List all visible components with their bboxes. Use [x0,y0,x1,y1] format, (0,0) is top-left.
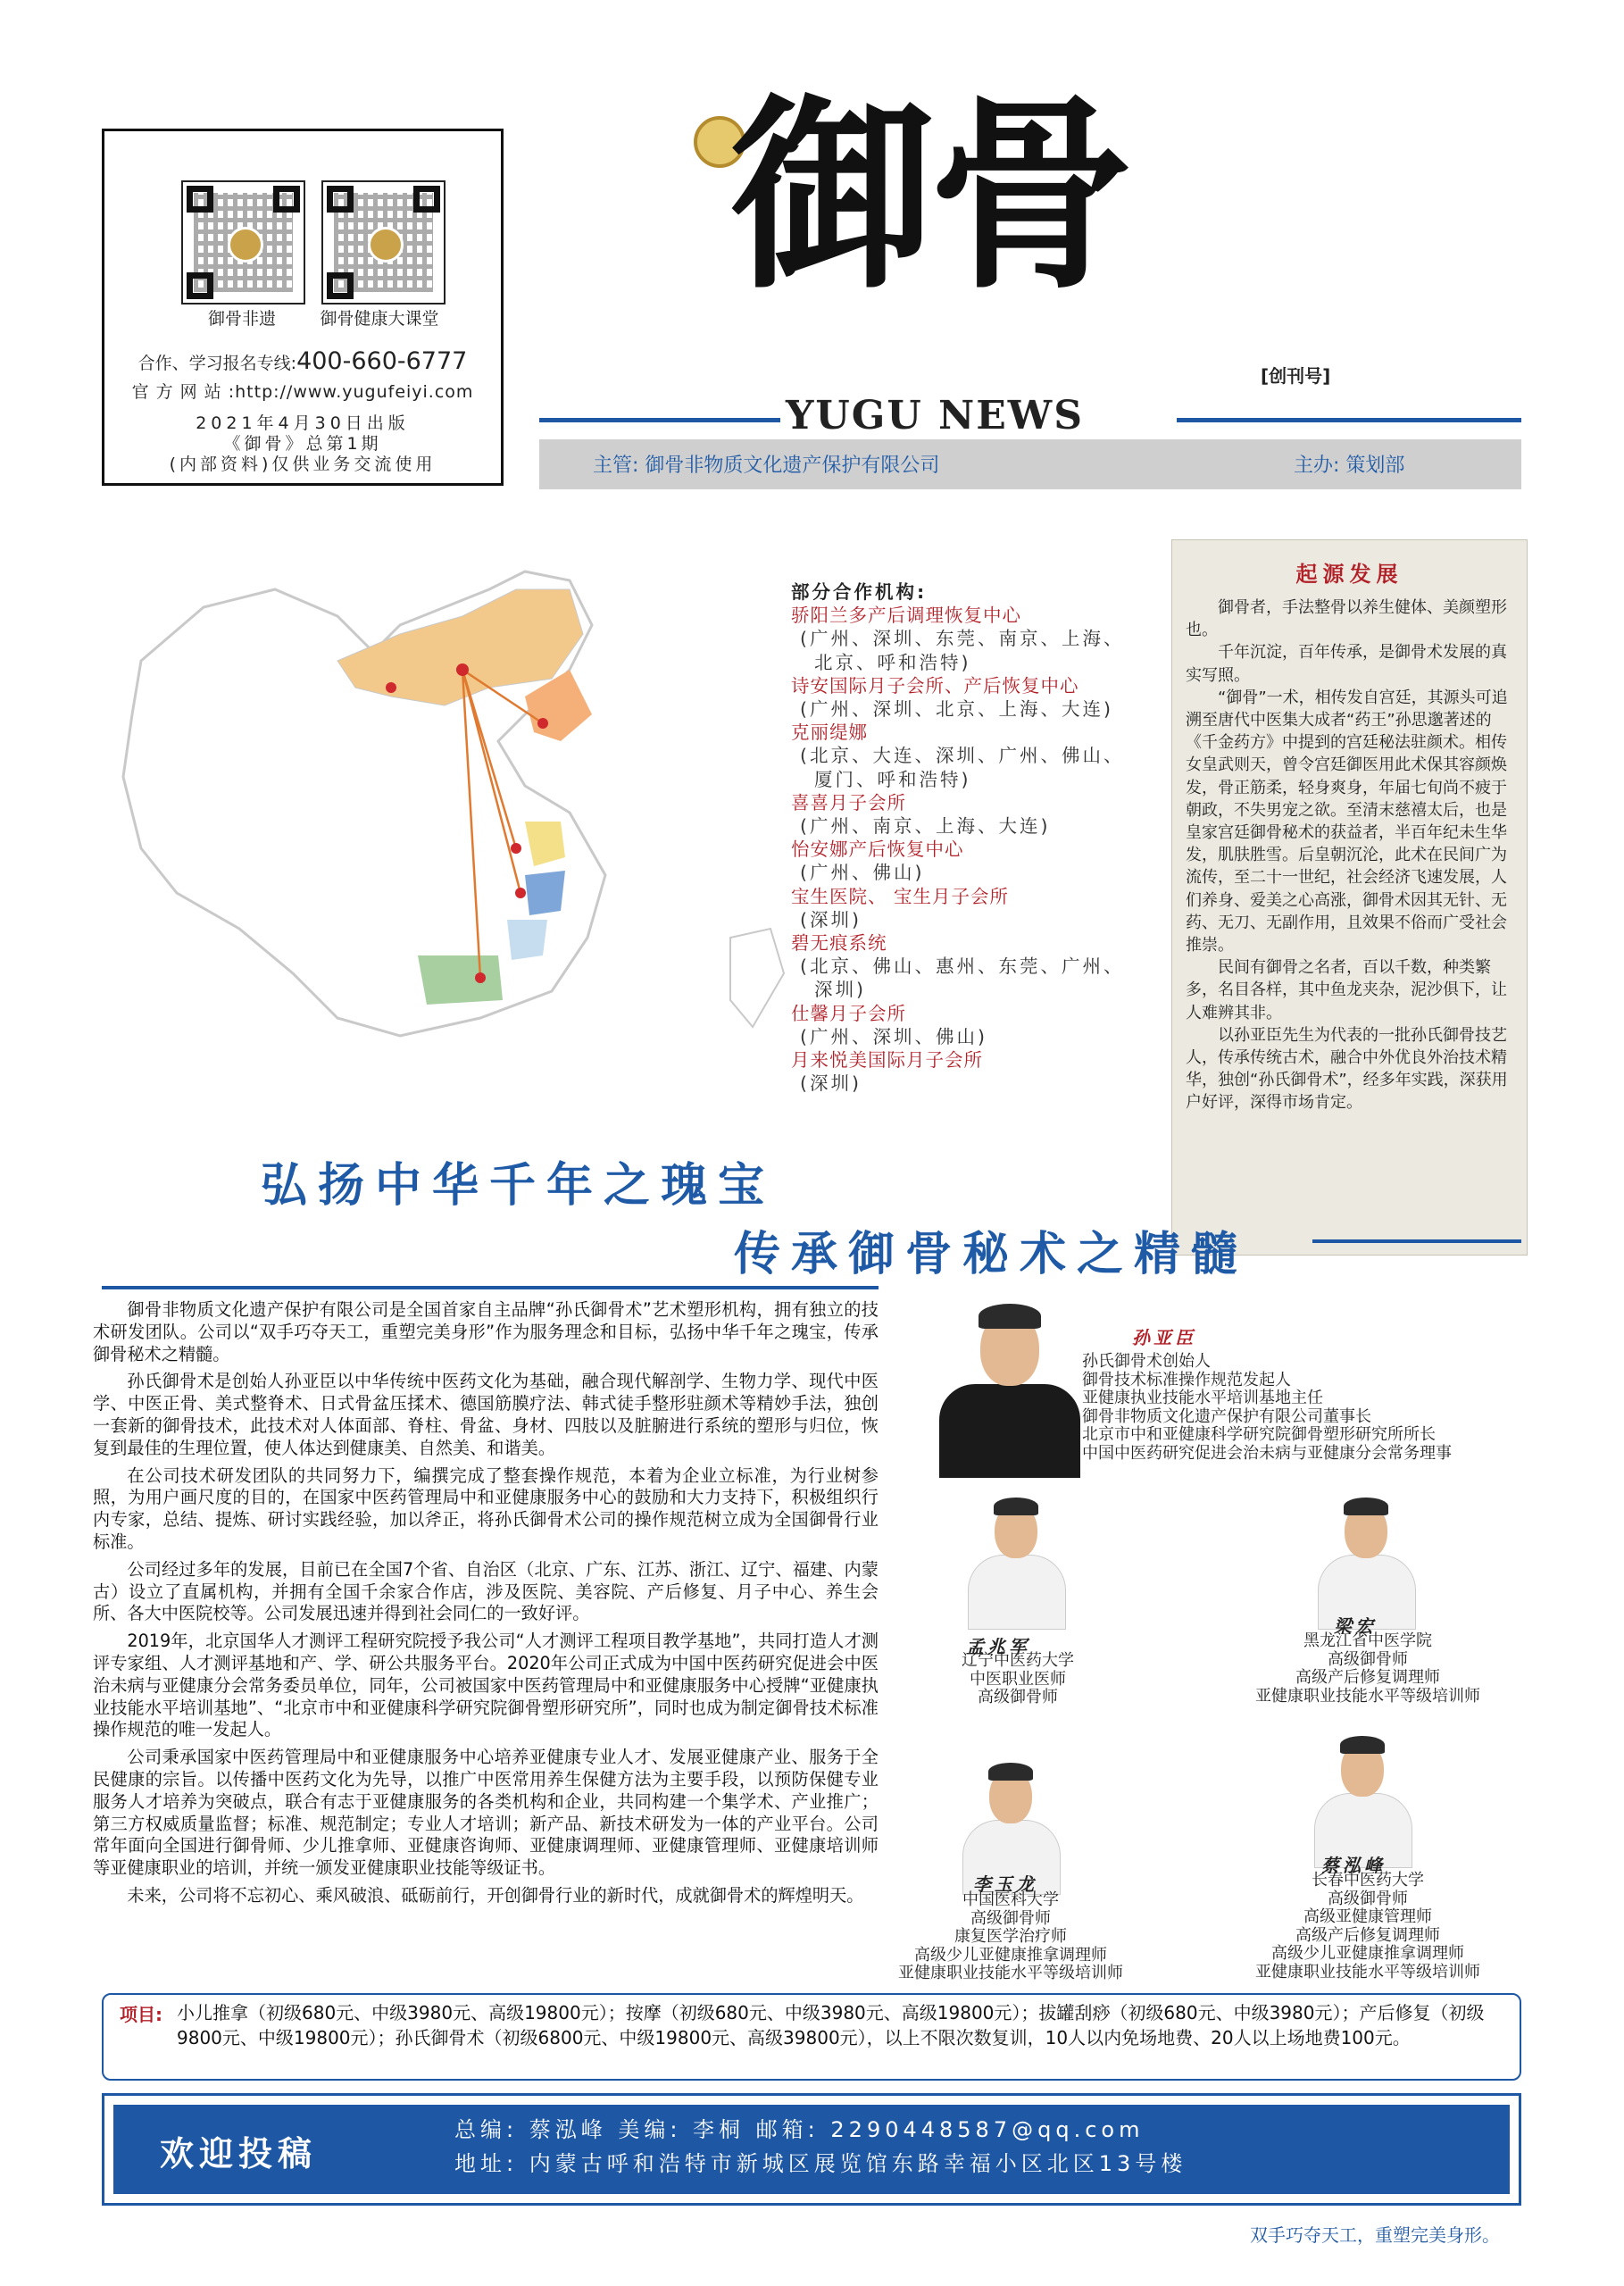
masthead-info-box [102,129,504,486]
projects-text: 小儿推拿（初级680元、中级3980元、高级19800元）；按摩（初级680元、中级3980元、高级19800元）；拔罐刮痧（初级680元、中级3980元）；产后修复（初级9800元、中级19800元）；孙氏御骨术（初级6800元、中级19800元、高级39800元），以上不限次数复训，10人以内免场地费、20人以上场地费100元。 [177,2002,1485,2048]
staff-name: 蔡泓峰 [1321,1855,1386,1876]
issue-number: 《御骨》总第1期 [223,434,382,454]
partner-item: 宝生医院、 宝生月子会所 (深圳) [791,885,1010,930]
motto: 双手巧夺天工，重塑完美身形。 [1250,2224,1500,2246]
website[interactable]: 官 方 网 站 :http://www.yugufeiyi.com [131,382,474,402]
qr1-label: 御骨非遗 [207,309,276,329]
slogan-line-1: 弘扬中华千年之瑰宝 [261,1158,776,1213]
slogan-rule-right [1312,1239,1521,1243]
publish-date: 2021年4月30日出版 [196,413,410,433]
logo-icon [368,227,404,263]
partner-item: 怡安娜产后恢复中心 (广州、佛山) [791,838,964,884]
article-body: 御骨非物质文化遗产保护有限公司是全国首家自主品牌“孙氏御骨术”艺术塑形机构，拥有独立的技术研发团队。公司以“双手巧夺天工，重塑完美身形”作为服务理念和目标，弘扬中华千年之瑰宝，传承御骨秘术之精髓。 孙氏御骨术是创始人孙亚臣以中华传统中医药文化为基础，融合现代解剖学、生物力学、现代中医学、中医正骨、美式整脊术、日式骨盆压揉术、德国筋膜疗法、韩式徒手整形驻颜术等精妙手法，独创一套新的御骨技术，此技术对人体面部、脊柱、骨盆、身材、四肢以及脏腑进行系统的塑形与归位，恢复到最佳的生理位置，使人体达到健康美、自然美、和谐美。 在公司技术研发团队的共同努力下，编撰完成了整套操作规范，本着为企业立标准，为行业树参照，为用户画尺度的目的，在国家中医药管理局中和亚健康服务中心的鼓励和大力支持下，积极组织行内专家，总结、提炼、研讨实践经验，加以斧正，将孙氏御骨术公司的操作规范树立成为全国御骨行业标准。 公司经过多年的发展，目前已在全国7个省、自治区（北京、广东、江苏、浙江、辽宁、福建、内蒙古）设立了直属机构，并拥有全国千余家合作店，涉及医院、美容院、产后修复、月子中心、养生会所、各大中医院校等。公司发展迅速并得到社会同仁的一致好评。 2019年，北京国华人才测评工程研究院授予我公司“人才测评工程项目教学基地”，共同打造人才测评专家组、人才测评基地和产、学、研公共服务平台。2020年公司正式成为中国中医药研究促进会中医治未病与亚健康分会常务委员单位，同年，公司被国家中医药管理局中和亚健康服务中心授牌“亚健康执业技能水平培训基地”、“北京市中和亚健康科学研究院御骨塑形研究所”，同时也成为制定御骨技术标准操作规范的唯一发起人。 公司秉承国家中医药管理局中和亚健康服务中心培养亚健康专业人才、发展亚健康产业、服务于全民健康的宗旨。以传播中医药文化为先导，以推广中医常用养生保健方法为主要手段，以预防保健专业服务人才培养为突破点，联合有志于亚健康服务的各类机构和企业，共同构建一个集学术、产业推广；第三方权威质量监督；标准、规范制定；专业人才培训；新产品、新技术研发为一体的产业平台。公司常年面向全国进行御骨师、少儿推拿师、亚健康咨询师、亚健康调理师、亚健康管理师、亚健康培训师等亚健康职业的培训，并统一颁发亚健康职业技能等级证书。 未来，公司将不忘初心、乘风破浪、砥砺前行，开创御骨行业的新时代，成就御骨术的辉煌明天。 [93,1299,879,1906]
hotline-number[interactable]: 400-660-6777 [296,347,468,375]
staff-photo [1312,1485,1420,1628]
map-pin [456,663,469,676]
qr-code-heritage[interactable] [181,180,305,305]
staff-titles: 辽宁中医药大学 中医职业医师 高级御骨师 [962,1651,1074,1707]
founder-photo [934,1286,1086,1478]
submission-footer [102,2093,1521,2206]
origin-text: 御骨者，手法整骨以养生健体、美颜塑形也。 千年沉淀，百年传承，是御骨术发展的真实写照。 “御骨”一术，相传发自宫廷，其源头可追溯至唐代中医集大成者“药王”孙思邈著述的《千金药方》中提到的宫廷秘法驻颜术。相传女皇武则天，曾令宫廷御医用此术保其容颜焕发，骨正筋柔，轻身爽身，年届七旬尚不疲于朝政，不失男宠之欲。至清末慈禧太后，也是皇家宫廷御骨秘术的获益者，半百年纪未生华发，肌肤胜雪。后皇朝沉沦，此术在民间广为流传，至二十一世纪，社会经济飞速发展，人们养身、爱美之心高涨，御骨术因其无针、无药、无刀、无副作用，且效果不俗而广受社会推崇。 民间有御骨之名者，百以千数，种类繁多，名目各样，其中鱼龙夹杂，泥沙俱下，让人难辨其非。 以孙亚臣先生为代表的一批孙氏御骨技艺人，传承传统古术，融合中外优良外治技术精华，独创“孙氏御骨术”，经多年实践，深获用户好评，深得市场肯定。 [1186,598,1508,1113]
english-title: YUGU NEWS [786,393,1084,438]
staff-name: 李玉龙 [973,1873,1037,1895]
staff-name: 梁宏 [1334,1615,1377,1637]
staff-photo [1309,1723,1416,1866]
map-pin [537,718,548,729]
staff-photo [962,1485,1070,1628]
title-rule-right [1177,418,1521,422]
projects-box [102,1993,1521,2081]
founder-titles: 孙氏御骨术创始人 御骨技术标准操作规范发起人 亚健康执业技能水平培训基地主任 御骨非物质文化遗产保护有限公司董事长 北京市中和亚健康科学研究院御骨塑形研究所所长 中国中医药研究促进会治未病与亚健康分会常务理事 [1082,1352,1452,1463]
editor-contact[interactable]: 总编: 蔡泓峰 美编: 李桐 邮箱: 2290448587@qq.com [454,2117,1145,2142]
map-pin [515,888,526,898]
publisher-banner [539,439,1521,489]
partner-item: 仕馨月子会所 (广州、深圳、佛山) [791,1002,987,1047]
map-pin [386,682,396,693]
staff-name: 孟兆军 [966,1636,1030,1657]
partner-heading: 部分合作机构: [791,581,928,603]
partner-item: 喜喜月子会所 (广州、南京、上海、大连) [791,791,1051,838]
origin-title: 起源发展 [1295,561,1403,587]
map-pin [511,843,521,854]
organizer: 主办: 策划部 [1294,455,1405,477]
partner-list [791,580,1170,1095]
partner-item: 克丽缇娜 (北京、大连、深圳、广州、佛山、 厦门、呼和浩特) [791,722,1125,790]
slogan-rule-left [102,1286,879,1289]
china-partner-map [105,554,793,1107]
logo-icon [228,227,263,263]
region-fujian [507,920,547,960]
region-guangdong [418,955,503,1005]
qr2-label: 御骨健康大课堂 [320,309,439,329]
origin-sidebar [1171,539,1528,1256]
welcome-submissions: 欢迎投稿 [160,2134,318,2173]
address: 地址: 内蒙古呼和浩特市新城区展览馆东路幸福小区北区13号楼 [454,2151,1187,2176]
staff-titles: 黑龙江省中医学院 高级御骨师 高级产后修复调理师 亚健康职业技能水平等级培训师 [1255,1631,1480,1706]
region-zhejiang [525,871,565,915]
internal-note: (内部资料)仅供业务交流使用 [169,455,437,474]
supervisor: 主管: 御骨非物质文化遗产保护有限公司 [593,455,940,477]
partner-item: 碧无痕系统 (北京、佛山、惠州、东莞、广州、 深圳) [791,932,1125,1001]
partner-item: 骄阳兰多产后调理恢复中心 (广州、深圳、东莞、南京、上海、 北京、呼和浩特) [791,605,1125,673]
founding-issue-tag: [创刊号] [1261,365,1331,387]
partner-item: 诗安国际月子会所、产后恢复中心 (广州、深圳、北京、上海、大连) [791,674,1113,721]
partner-item: 月来悦美国际月子会所 (深圳) [791,1049,983,1095]
slogan-line-2: 传承御骨秘术之精髓 [734,1227,1249,1281]
staff-titles: 长春中医药大学 高级御骨师 高级亚健康管理师 高级产后修复调理师 高级少儿亚健康推拿调理师 亚健康职业技能水平等级培训师 [1255,1871,1480,1981]
founder-name: 孙亚臣 [1132,1327,1196,1348]
projects-label: 项目: [120,2004,162,2025]
staff-titles: 中国医科大学 高级御骨师 康复医学治疗师 高级少儿亚健康推拿调理师 亚健康职业技能水平等级培训师 [898,1890,1123,1983]
map-pin [475,972,486,983]
inset-south-sea [730,929,784,1027]
newspaper-title: 御骨 [730,76,1128,317]
hotline: 合作、学习报名专线:400-660-6777 [137,347,468,375]
title-rule-left [539,418,780,422]
qr-code-classroom[interactable] [321,180,446,305]
